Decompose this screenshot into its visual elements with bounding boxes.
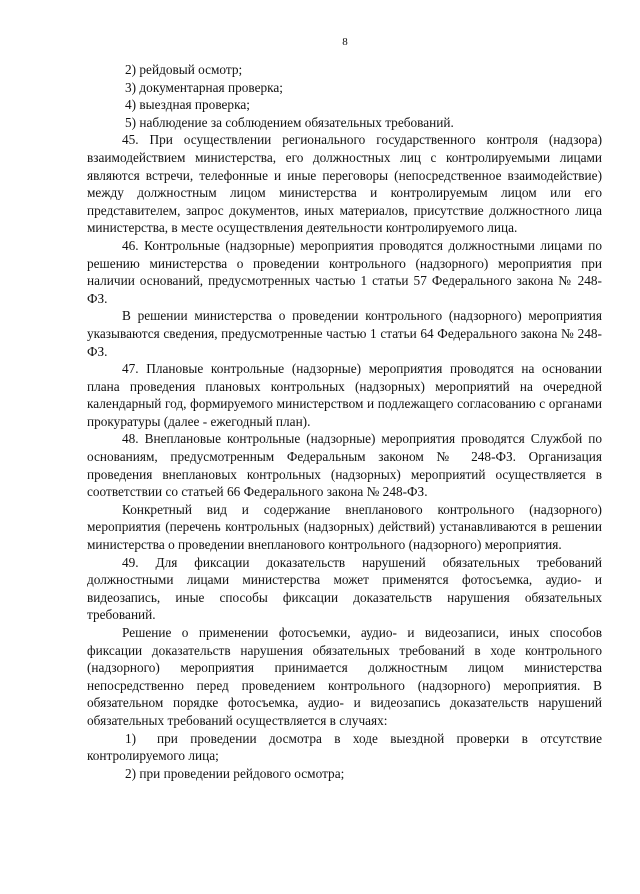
paragraph-47: 47. Плановые контрольные (надзорные) мероприятия проводятся на основании плана проведения плановых контрольных (надзорных) мероприятий на очередной календарный год, формируемого министерством и подлежащего согласованию с органами прокуратуры (далее - ежегодный план). — [87, 361, 602, 429]
page-number: 8 — [342, 36, 348, 48]
paragraph-46: 46. Контрольные (надзорные) мероприятия проводятся должностными лицами по решению министерства о проведении контрольного (надзорного) мероприятия при наличии оснований, предусмотренных частью 1 статьи 57 Федерального закона № 248-ФЗ. — [87, 237, 602, 306]
list-item-5: 5) наблюдение за соблюдением обязательных требований. — [125, 114, 454, 130]
paragraph-46-decision: В решении министерства о проведении контрольного (надзорного) мероприятия указываются сведения, предусмотренные частью 1 статьи 64 Федерального закона № 248-ФЗ. — [87, 308, 602, 359]
paragraph-49: 49. Для фиксации доказательств нарушений обязательных требований должностными лицами министерства может применятся фотосъемка, аудио- и видеозапись, иные способы фиксации доказательств нарушения обязательных требований. — [87, 554, 602, 623]
case-text: при проведении досмотра в ходе выездной проверки в отсутствие контролируемого лица; — [87, 730, 602, 764]
case-number: 1) — [125, 730, 137, 746]
case-item — [87, 730, 602, 765]
paragraph-45: 45. При осуществлении регионального государственного контроля (надзора) взаимодействием министерства, его должностных лиц с контролируемыми лицами являются встречи, телефонные и иные переговоры (непосредственное взаимодействие) между должностным лицом министерства и контролируемым лицом или его представителем, запрос документов, иных материалов, присутствие должностного лица министерства, в месте осуществления деятельности контролируемого лица. — [87, 132, 602, 236]
document-body — [87, 61, 602, 782]
case-text: при проведении рейдового осмотра; — [139, 765, 345, 781]
paragraph-48-specific: Конкретный вид и содержание внепланового контрольного (надзорного) мероприятия (перечень контрольных (надзорных) действий) устанавливаются в решении министерства о проведении внепланового контрольного (надзорного) мероприятия. — [87, 501, 602, 553]
list-item-4: 4) выездная проверка; — [125, 97, 250, 113]
list-item-3: 3) документарная проверка; — [125, 79, 283, 95]
case-item — [87, 765, 602, 783]
case-number: 2) — [125, 765, 137, 781]
list-item-2: 2) рейдовый осмотр; — [125, 62, 243, 77]
paragraph-49-decision: Решение о применении фотосъемки, аудио- и видеозаписи, иных способов фиксации доказательств нарушения обязательных требований в ходе контрольного (надзорного) мероприятия принимается должностным лицом министерства непосредственно перед проведением контрольного (надзорного) мероприятия. В обязательном порядке фотосъемка, аудио- и видеозапись доказательств нарушений обязательных требований осуществляется в случаях: — [87, 625, 602, 728]
paragraph-48: 48. Внеплановые контрольные (надзорные) мероприятия проводятся Службой по основаниям, предусмотренным Федеральным законом № 248-ФЗ. Организация проведения внеплановых контрольных (надзорных) мероприятий осуществляется в соответствии со статьей 66 Федерального закона № 248-ФЗ. — [87, 431, 602, 500]
